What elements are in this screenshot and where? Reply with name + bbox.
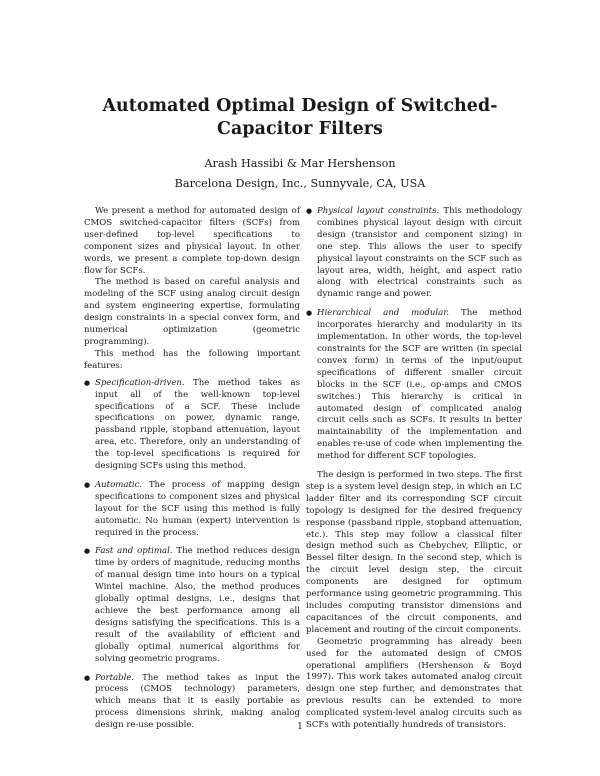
- bullet-icon: ●: [306, 309, 313, 318]
- body-paragraph: Geometric programming has already been used for the automated design of CMOS operational amplifiers (Hershenson & Boyd 1997). This work takes automated analog circuit design one step further, and demonstrates that previous results can be extended to more complicated system-level analog circuits such as SCFs with potentially hundreds of transistors.: [306, 636, 522, 731]
- author-block: [60, 154, 540, 194]
- feature-item: [84, 480, 300, 540]
- bullet-icon: ●: [84, 480, 91, 489]
- body-paragraph: This method has the following important features:: [84, 348, 300, 371]
- feature-item: [306, 308, 522, 463]
- page-number: 1: [297, 722, 303, 732]
- feature-name: Fast and optimal.: [95, 546, 173, 557]
- feature-name: Automatic.: [95, 479, 143, 490]
- feature-text: The process of mapping design specifications to component sizes and physical layout for the SCF using this method is fully automatic. No human (expert) intervention is required in the process.: [95, 479, 300, 538]
- bullet-icon: ●: [306, 207, 313, 215]
- author-affiliation: Barcelona Design, Inc., Sunnyvale, CA, USA: [174, 177, 426, 190]
- feature-name: Physical layout constraints.: [317, 206, 440, 216]
- feature-list: [84, 378, 300, 732]
- feature-name: Hierarchical and modular.: [317, 308, 450, 319]
- body-paragraph: The method is based on careful analysis and modeling of the SCF using analog circuit design and system engineering expertise, formulating design constraints in a special convex form, and numerical optimization (geometric programming).: [84, 277, 300, 347]
- feature-item: [84, 378, 300, 473]
- feature-text: The method takes as input all of the well-known top-level specifications of a SCF. These include specifications on power, dynamic range, passband ripple, stopband attenuation, layout area, etc. Therefore, only an understanding of the top-level specifications is required for designing SCFs using this method.: [95, 377, 300, 472]
- feature-item: [306, 206, 522, 301]
- paper-title: Automated Optimal Design of Switched-Capacitor Filters: [102, 96, 498, 139]
- feature-text: The method incorporates hierarchy and modularity in its implementation. In other words, the top-level constraints for the SCF are written (in special convex form) in terms of the input/ouput specifications of different smaller circuit blocks in the SCF (i.e., op-amps and CMOS switches.) This hierarchy is critical in automated design of complicated analog circuit cells such as SCFs. It results in better maintainability of the implementation and enables re-use of code when implementing the method for different SCF topologies.: [317, 308, 522, 462]
- body-paragraph: The design is performed in two steps. The first step is a system level design step, in which an LC ladder filter and its corresponding SCF circuit topology is designed for the desired frequency response (passband ripple, stopband attenuation, etc.). This step may follow a classical filter design method such as Chebychev, Elliptic, or Bessel filter design. In the second step, which is the circuit level design step, the circuit components are designed for optimum performance using geometric programming. This includes computing transistor dimensions and capacitances of the circuit components, and placement and routing of the circuit components.: [306, 470, 522, 635]
- bullet-icon: ●: [84, 378, 91, 387]
- feature-name: Portable.: [95, 672, 135, 683]
- left-column: [84, 206, 300, 739]
- feature-text: This methodology combines physical layout design with circuit design (transistor and component sizing) in one step. This allows the user to specify physical layout constraints on the SCF such as layout area, width, height, and aspect ratio along with electrical constraints such as dynamic range and power.: [317, 206, 522, 300]
- author-names: Arash Hassibi & Mar Hershenson: [204, 157, 396, 170]
- feature-list: [306, 206, 522, 463]
- feature-text: The method takes as input the process (CMOS technology) parameters, which means that it is easily portable as process dimensions shrink, making analog design re-use possible.: [95, 672, 300, 731]
- feature-item: [84, 546, 300, 665]
- body-paragraph: We present a method for automated design of CMOS switched-capacitor filters (SCFs) from user-defined top-level specifications to component sizes and physical layout. In other words, we present a complete top-down design flow for SCFs.: [84, 206, 300, 276]
- bullet-icon: ●: [84, 547, 91, 556]
- right-column: [306, 206, 522, 732]
- feature-text: The method reduces design time by orders of magnitude, reducing months of manual design time into hours on a typical Wintel machine. Also, the method produces globally optimal designs, i.e., designs that achieve the best performance among all designs satisfying the specifications. This is a result of the availability of efficient and globally optimal numerical algorithms for solving geometric programs.: [95, 546, 300, 664]
- feature-name: Specification-driven.: [95, 377, 185, 388]
- bullet-icon: ●: [84, 673, 91, 682]
